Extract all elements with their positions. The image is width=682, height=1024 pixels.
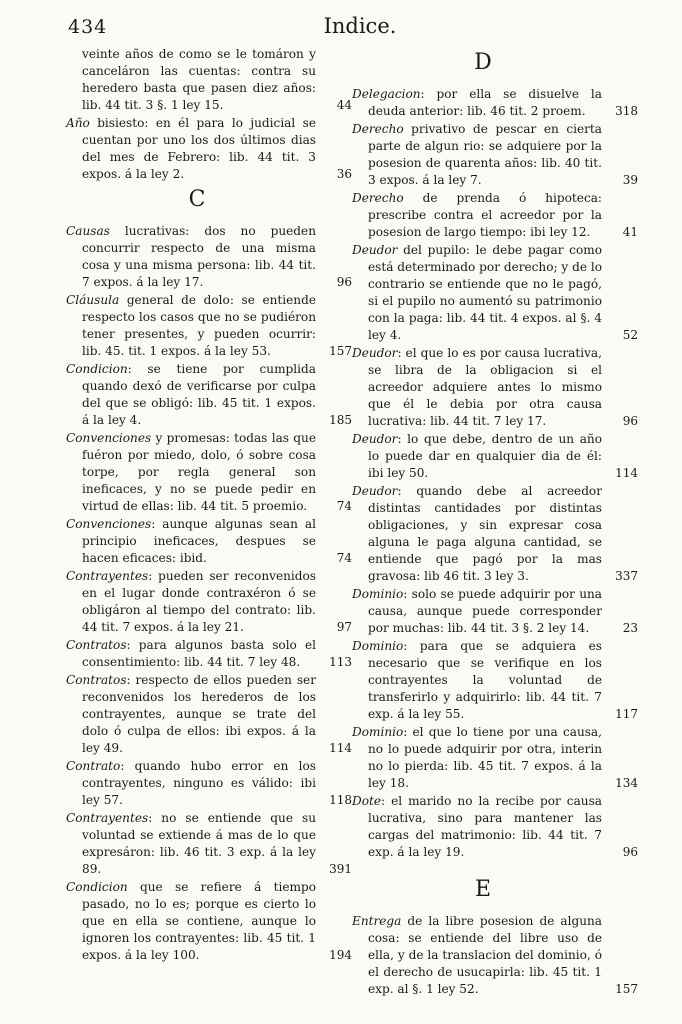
entry-page-ref: 96: [336, 275, 352, 289]
entry-page-ref: 194: [329, 948, 352, 962]
entry-text: privativo de pescar en cierta parte de algun rio: se adquiere por la posesion de quarenta años: lib. 40 tit. 3 expos. á la ley 7.: [368, 122, 602, 187]
entries-list-e: [352, 913, 638, 998]
entry-headword: Contrayentes: [66, 811, 149, 825]
entry-headword: Deudor: [352, 243, 398, 257]
index-entry: [66, 758, 352, 809]
running-title: Indice.: [323, 14, 397, 38]
entry-text: : el que lo tiene por una causa, no lo puede adquirir por otra, interin no lo pierda: lib. 45 tit. 7 expos. á la ley 18.: [368, 725, 602, 790]
entry-text: : respecto de ellos pueden ser reconvenidos los herederos de los contrayentes, aunque se trate del dolo ó culpa de ellos: ibi expos. á la ley 49.: [82, 673, 316, 755]
entry-text: y promesas: todas las que fuéron por miedo, dolo, ó sobre cosa torpe, por regla general son ineficaces, y no se puede pedir en virtud de ellas: lib. 44 tit. 5 proemio.: [82, 431, 316, 513]
entry-page-ref: 96: [622, 845, 638, 859]
index-entry: [352, 724, 638, 792]
entry-page-ref: 157: [329, 344, 352, 358]
entry-headword: Causas: [66, 224, 110, 238]
index-entry: [352, 121, 638, 189]
entry-page-ref: 117: [615, 707, 638, 721]
entry-headword: Dominio: [352, 725, 404, 739]
entry-text: : por ella se disuelve la deuda anterior: lib. 46 tit. 2 proem.: [368, 87, 602, 118]
entry-headword: Dote: [352, 794, 381, 808]
entry-headword: Delegacion: [352, 87, 421, 101]
entry-page-ref: 44: [336, 98, 352, 112]
entry-text: : quando debe al acreedor distintas cantidades por distintas obligaciones, y sin expresar cosa alguna le paga alguna cantidad, se entiende que pagó por la mas gravosa: lib 46 tit. 3 ley 3.: [368, 484, 602, 583]
entry-headword: Deudor: [352, 484, 398, 498]
entry-headword: Entrega: [352, 914, 402, 928]
entry-headword: Deudor: [352, 346, 398, 360]
entry-page-ref: 318: [615, 104, 638, 118]
entry-page-ref: 23: [622, 621, 638, 635]
entry-page-ref: 74: [336, 551, 352, 565]
left-column: [66, 46, 352, 965]
entry-text: bisiesto: en él para lo judicial se cuentan por uno los dos últimos dias del mes de Febrero: lib. 44 tit. 3 expos. á la ley 2.: [82, 116, 316, 181]
index-entry: [66, 292, 352, 360]
entry-text: : quando hubo error en los contrayentes, ninguno es válido: ibi ley 57.: [82, 759, 316, 807]
entry-text: : para algunos basta solo el consentimiento: lib. 44 tit. 7 ley 48.: [82, 638, 316, 669]
section-letter-d: D: [474, 50, 492, 75]
entry-text: : pueden ser reconvenidos en el lugar donde contraxéron ó se obligáron al tiempo del contrato: lib. 44 tit. 7 expos. á la ley 21.: [82, 569, 316, 634]
index-entry: [352, 431, 638, 482]
entry-page-ref: 36: [336, 167, 352, 181]
entry-headword: Convenciones: [66, 517, 152, 531]
index-entry: [66, 879, 352, 964]
entry-headword: Contratos: [66, 638, 127, 652]
entry-text: : no se entiende que su voluntad se extiende á mas de lo que expresáron: lib. 46 tit. 3 exp. á la ley 89.: [82, 811, 316, 876]
entry-text: : lo que debe, dentro de un año lo puede dar en qualquier dia de él: ibi ley 50.: [368, 432, 602, 480]
index-entry: [66, 361, 352, 429]
entry-page-ref: 118: [329, 793, 352, 807]
index-entry: [66, 516, 352, 567]
entry-text: : el que lo es por causa lucrativa, se libra de la obligacion si el acreedor adquiere antes lo mismo que él le debia por otra causa lucrativa: lib. 44 tit. 7 ley 17.: [368, 346, 602, 428]
index-entry: [352, 638, 638, 723]
right-column: [352, 46, 638, 999]
entry-page-ref: 113: [329, 655, 352, 669]
entry-text: lucrativas: dos no pueden concurrir respecto de una misma cosa y una misma persona: lib. 44 tit. 7 expos. á la ley 17.: [82, 224, 316, 289]
entry-page-ref: 97: [336, 620, 352, 634]
entry-text: de la libre posesion de alguna cosa: se entiende del libre uso de ella, y de la translacion del dominio, ó el derecho de usucapirla: lib. 45 tit. 1 exp. al §. 1 ley 52.: [368, 914, 602, 996]
entry-page-ref: 41: [622, 225, 638, 239]
entry-text: de prenda ó hipoteca: prescribe contra el acreedor por la posesion de largo tiempo: ibi ley 12.: [368, 191, 602, 239]
index-entry: [352, 793, 638, 861]
entry-text: : el marido no la recibe por causa lucrativa, sino para mantener las cargas del matrimonio: lib. 44 tit. 7 exp. á la ley 19.: [368, 794, 602, 859]
entry-page-ref: 391: [329, 862, 352, 876]
entry-page-ref: 114: [615, 466, 638, 480]
entry-page-ref: 337: [615, 569, 638, 583]
entry-text: del pupilo: le debe pagar como está determinado por derecho; y de lo contrario se entiende que no le pagó, si el pupilo no aumentó su patrimonio con la paga: lib. 44 tit. 4 expos. al §. 4 ley 4.: [368, 243, 602, 342]
entry-page-ref: 134: [615, 776, 638, 790]
entry-text: : solo se puede adquirir por una causa, aunque puede corresponder por muchas: lib. 44 tit. 3 §. 2 ley 14.: [368, 587, 602, 635]
entry-headword: Dominio: [352, 639, 404, 653]
entry-page-ref: 52: [622, 328, 638, 342]
index-entry: [352, 242, 638, 344]
index-entry-continuation: [66, 46, 352, 114]
index-entry: [352, 913, 638, 998]
index-entry: [352, 483, 638, 585]
entry-page-ref: 114: [329, 741, 352, 755]
page-number: 434: [68, 16, 108, 38]
entry-headword: Cláusula: [66, 293, 120, 307]
entry-headword: Condicion: [66, 880, 128, 894]
entry-headword: Dominio: [352, 587, 404, 601]
entry-page-ref: 74: [336, 499, 352, 513]
index-entry: [352, 190, 638, 241]
index-entry: [66, 430, 352, 515]
entry-headword: Contrayentes: [66, 569, 149, 583]
entries-list-c: [66, 223, 352, 964]
index-entry: [66, 810, 352, 878]
index-entry: [352, 345, 638, 430]
entry-headword: Deudor: [352, 432, 398, 446]
entry-page-ref: 157: [615, 982, 638, 996]
entry-headword: Convenciones: [66, 431, 152, 445]
section-letter-c: C: [188, 187, 206, 212]
entry-page-ref: 96: [622, 414, 638, 428]
index-entry: [66, 223, 352, 291]
entry-headword: Derecho: [352, 122, 404, 136]
section-letter-e: E: [474, 877, 492, 902]
entry-text: que se refiere á tiempo pasado, no lo es; porque es cierto lo que en ella se contiene, aunque lo ignoren los contrayentes: lib. 45 tit. 1 expos. á la ley 100.: [82, 880, 316, 962]
entry-page-ref: 39: [622, 173, 638, 187]
index-entry: [66, 568, 352, 636]
entry-text: : se tiene por cumplida quando dexó de verificarse por culpa del que se obligó: lib. 45 tit. 1 expos. á la ley 4.: [82, 362, 316, 427]
index-entry: [352, 86, 638, 120]
index-entry: [352, 586, 638, 637]
entry-headword: Contrato: [66, 759, 121, 773]
entry-headword: Contratos: [66, 673, 127, 687]
entries-list-d: [352, 86, 638, 861]
entry-text: : para que se adquiera es necesario que se verifique en los contrayentes la voluntad de transferirlo y adquirirlo: lib. 44 tit. 7 exp. á la ley 55.: [368, 639, 602, 721]
index-entry: [66, 672, 352, 757]
entry-headword: Condicion: [66, 362, 128, 376]
entry-text: veinte años de como se le tomáron y canceláron las cuentas: contra su heredero basta que pasen diez años: lib. 44 tit. 3 §. 1 ley 15.: [82, 47, 316, 112]
entry-page-ref: 185: [329, 413, 352, 427]
entry-headword: Año: [66, 116, 90, 130]
entry-headword: Derecho: [352, 191, 404, 205]
index-entry: [66, 115, 352, 183]
entry-text: : aunque algunas sean al principio ineficaces, despues se hacen eficaces: ibid.: [82, 517, 316, 565]
index-entry: [66, 637, 352, 671]
entry-text: general de dolo: se entiende respecto los casos que no se pudiéron tener presentes, y pueden ocurrir: lib. 45. tit. 1 expos. á la ley 53.: [82, 293, 316, 358]
